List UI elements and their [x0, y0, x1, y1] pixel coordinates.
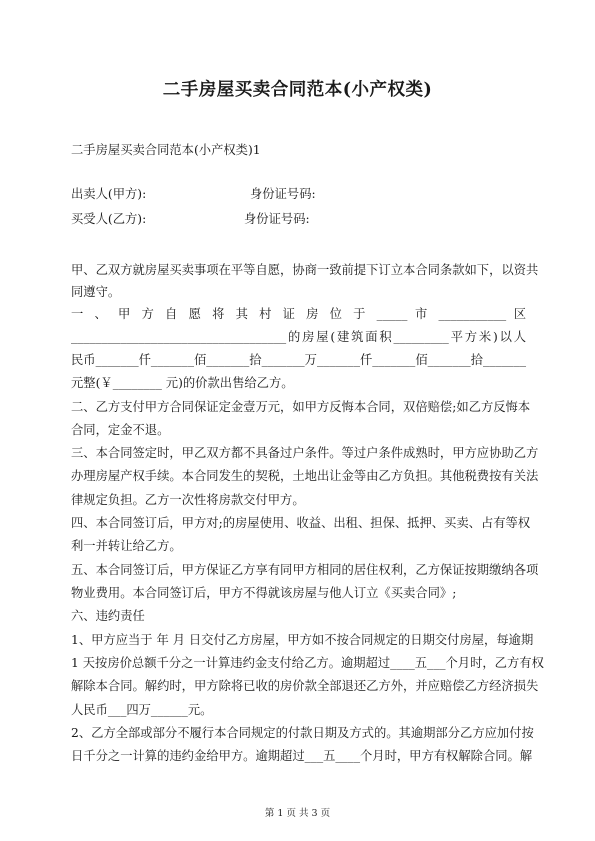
buyer-label: 买受人(乙方):	[71, 212, 147, 226]
clause-line: 人民币___四万______元。	[71, 703, 213, 717]
document-subtitle: 二手房屋买卖合同范本(小产权类)1	[71, 143, 261, 157]
clause-line: 解除本合同。解约时，甲方除将已收的房价款全部退还乙方外，并应赔偿乙方经济损失	[71, 679, 539, 693]
clause-line: 四、本合同签订后，甲方对;的房屋使用、收益、出租、担保、抵押、买卖、占有等权	[71, 516, 531, 530]
seller-label: 出卖人(甲方):	[71, 187, 147, 201]
clause-line: ___________________________________的房屋(建筑面积_________平方米)以人	[71, 330, 526, 344]
clause-line: 律规定负担。乙方一次性将房款交付甲方。	[71, 493, 305, 507]
clause-line: 日千分之一计算的违约金给甲方。逾期超过___五____个月时，甲方有权解除合同。解	[71, 749, 533, 763]
buyer-row	[71, 211, 526, 227]
clause-line: 甲、乙双方就房屋买卖事项在平等自愿，协商一致前提下订立本合同条款如下，以资共	[71, 263, 539, 277]
clause-line: 二、乙方支付甲方合同保证定金壹万元，如甲方反悔本合同，双倍赔偿;如乙方反悔本	[71, 400, 531, 414]
clause-line: 元整(￥________ 元)的价款出售给乙方。	[71, 376, 294, 390]
buyer-id-label: 身份证号码:	[244, 212, 310, 226]
clause-line: 1、甲方应当于 年 月 日交付乙方房屋，甲方如不按合同规定的日期交付房屋，每逾期	[71, 633, 534, 647]
clause-line: 一 、 甲 方 自 愿 将 其 村 证 房 位 于 _____ 市 ___________ 区	[71, 307, 526, 321]
clause-line: 民币_______仟_______佰_______拾_______万_______仟_______佰_______拾_______	[71, 353, 526, 367]
clause-line: 合同，定金不退。	[71, 423, 170, 437]
clause-line: 1 天按房价总额千分之一计算违约金支付给乙方。逾期超过____五___个月时，乙方有权	[71, 656, 544, 670]
clause-line: 2、乙方全部或部分不履行本合同规定的付款日期及方式的。其逾期部分乙方应加付按	[71, 726, 534, 740]
section-heading: 六、违约责任	[71, 609, 145, 623]
seller-row	[71, 186, 526, 202]
clause-line: 三、本合同签定时，甲乙双方都不具备过户条件。等过户条件成熟时，甲方应协助乙方	[71, 446, 539, 460]
page-number-footer: 第 1 页 共 3 页	[264, 808, 331, 819]
seller-id-label: 身份证号码:	[250, 187, 316, 201]
clause-line: 五、本合同签订后，甲方保证乙方享有同甲方相同的居住权利，乙方保证按期缴纳各项	[71, 563, 539, 577]
clause-line: 利一并转让给乙方。	[71, 539, 182, 553]
clause-line: 同遵守。	[71, 285, 121, 299]
page-title: 二手房屋买卖合同范本(小产权类)	[162, 80, 433, 100]
clause-line: 物业费用。本合同签订后，甲方不得就该房屋与他人订立《买卖合同》;	[71, 586, 457, 600]
clause-line: 办理房屋产权手续。本合同发生的契税，土地出让金等由乙方负担。其他税费按有关法	[71, 469, 539, 483]
